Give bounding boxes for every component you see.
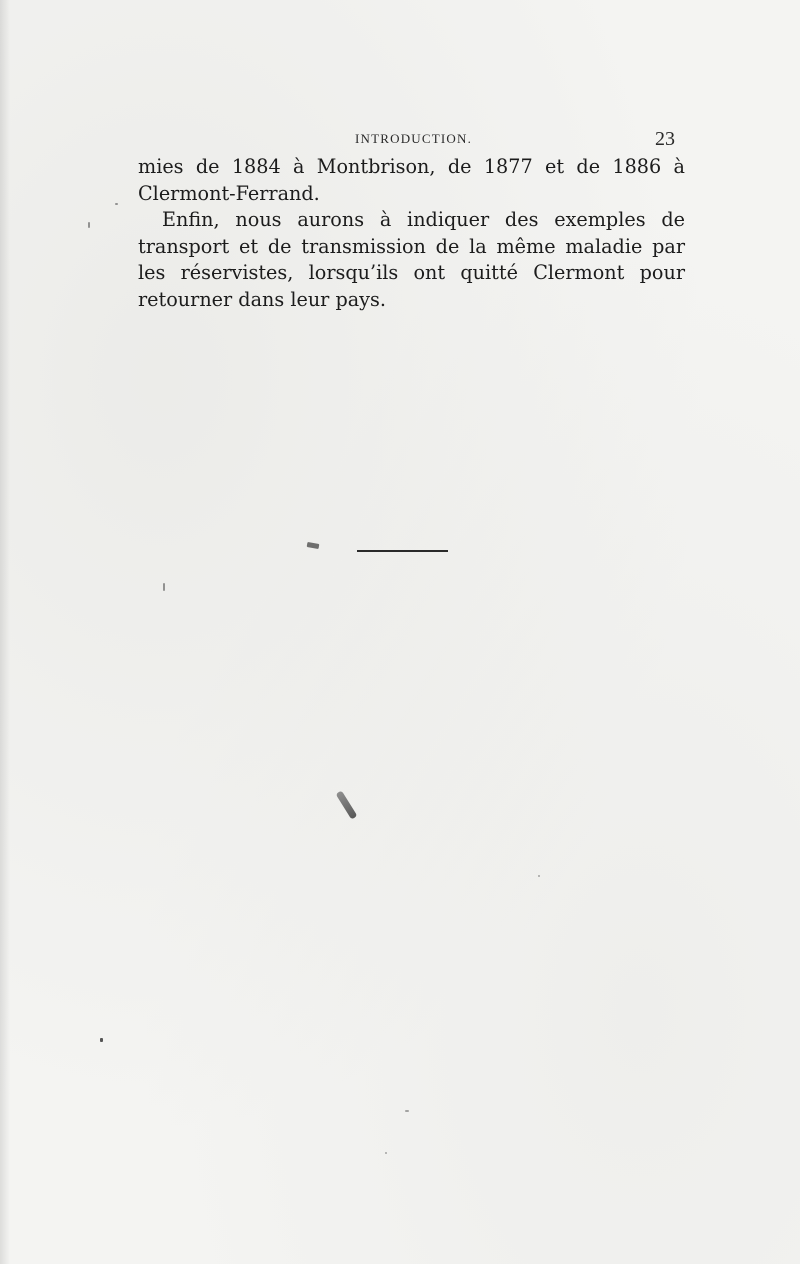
body-text xyxy=(138,154,685,313)
ink-speck xyxy=(405,1110,409,1112)
ink-speck xyxy=(100,1038,103,1042)
page-number: 23 xyxy=(655,128,675,150)
ink-speck xyxy=(538,875,540,877)
ink-speck xyxy=(88,222,90,228)
page-edge-shadow xyxy=(0,0,10,1264)
ink-smudge xyxy=(307,542,320,549)
ink-smudge xyxy=(336,790,358,819)
section-end-rule xyxy=(357,550,448,552)
paragraph-1: mies de 1884 à Montbrison, de 1877 et de 1886 à Clermont-Ferrand. xyxy=(138,155,685,205)
ink-speck xyxy=(163,583,165,591)
running-head: INTRODUCTION. xyxy=(355,131,473,146)
ink-speck xyxy=(385,1152,387,1154)
ink-speck xyxy=(115,203,118,205)
paragraph-2: Enfin, nous aurons à indiquer des exemples de transport et de transmission de la même maladie par les réservistes, lorsqu’ils ont quitté Clermont pour retourner dans leur pays. xyxy=(138,208,685,311)
